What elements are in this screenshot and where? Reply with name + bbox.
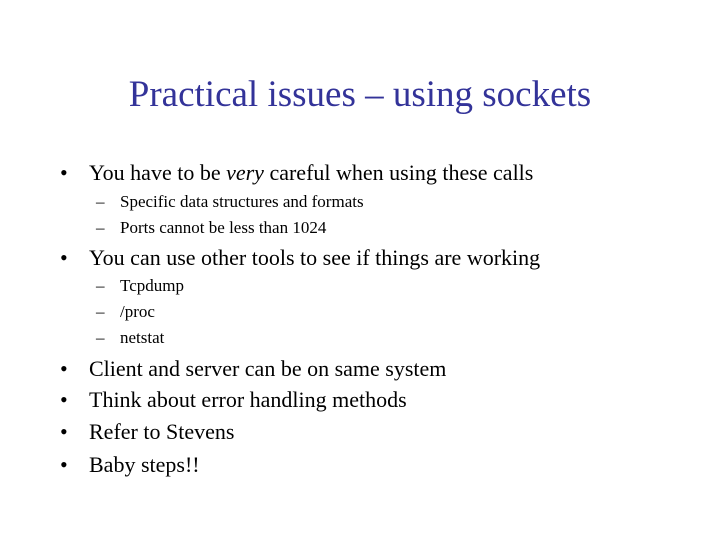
sub-bullet-text: Ports cannot be less than 1024 bbox=[120, 218, 327, 237]
bullet-text bbox=[89, 160, 533, 186]
bullet-marker: • bbox=[60, 356, 68, 381]
dash-marker: – bbox=[96, 218, 105, 237]
dash-marker: – bbox=[96, 192, 105, 211]
dash-marker: – bbox=[96, 276, 105, 295]
bullet-marker: • bbox=[60, 419, 68, 444]
slide-title: Practical issues – using sockets bbox=[128, 74, 592, 115]
bullet-marker: • bbox=[60, 452, 68, 477]
bullet-text-part: You have to be bbox=[89, 160, 227, 185]
bullet-text: You can use other tools to see if things are working bbox=[89, 245, 541, 270]
bullet-marker: • bbox=[60, 160, 68, 185]
bullet-text-part: careful when using these calls bbox=[263, 160, 534, 185]
bullet-text: Baby steps!! bbox=[89, 452, 200, 477]
sub-bullet-text: Specific data structures and formats bbox=[120, 192, 364, 211]
dash-marker: – bbox=[96, 328, 105, 347]
dash-marker: – bbox=[96, 302, 105, 321]
bullet-marker: • bbox=[60, 245, 68, 270]
sub-bullet-text: /proc bbox=[120, 302, 155, 321]
bullet-marker: • bbox=[60, 387, 68, 412]
bullet-text: Refer to Stevens bbox=[89, 419, 235, 444]
sub-bullet-text: netstat bbox=[120, 328, 165, 347]
bullet-text: Client and server can be on same system bbox=[89, 356, 447, 381]
bullet-text: Think about error handling methods bbox=[89, 387, 407, 412]
sub-bullet-text: Tcpdump bbox=[120, 276, 184, 295]
bullet-text-emphasis: very bbox=[226, 160, 264, 185]
